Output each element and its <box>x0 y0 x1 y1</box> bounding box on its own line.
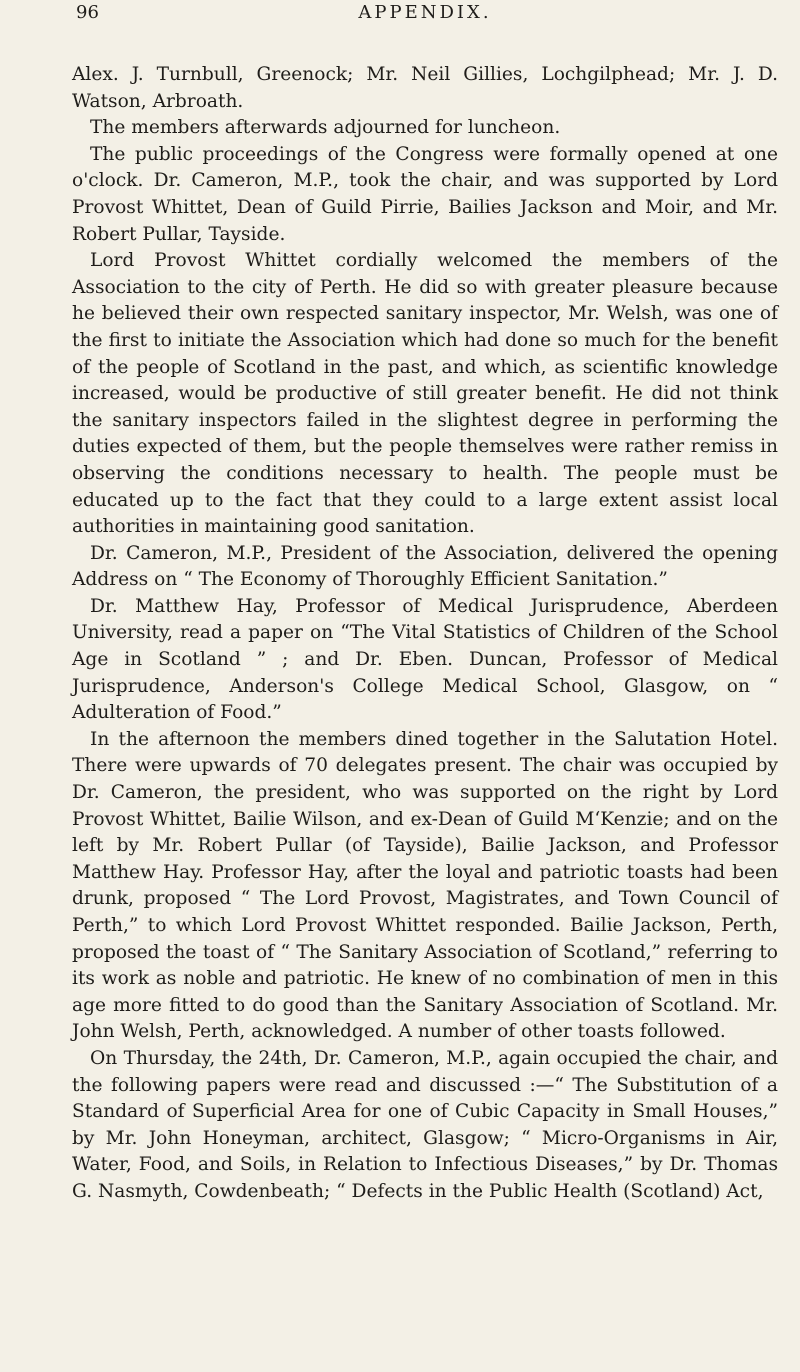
paragraph-welcome: Lord Provost Whittet cordially welcomed the members of the Association to the city of Perth. He did so with greater pleasure because he believed their own respected sanitary inspector, Mr. Welsh, was one of the first to initiate the Association which had done so much for the benefit of the people of Scotland in the past, and which, as scientific knowledge increased, would be productive of still greater benefit. He did not think the sanitary inspectors failed in the slightest degree in performing the duties expected of them, but the people themselves were rather remiss in observing the conditions necessary to health. The people must be educated up to the fact that they could to a large extent assist local authorities in maintaining good sanitation. <box>72 250 778 538</box>
body-text <box>72 62 778 1206</box>
paragraph-address: Dr. Cameron, M.P., President of the Association, delivered the opening Address on “ The Economy of Thoroughly Efficient Sanitation.” <box>72 542 778 591</box>
paragraph-luncheon: The members afterwards adjourned for luncheon. <box>90 117 561 139</box>
paragraph-opening: The public proceedings of the Congress were formally opened at one o'clock. Dr. Cameron, M.P., took the chair, and was supported by Lord Provost Whittet, Dean of Guild Pirrie, Bailies Jackson and Moir, and Mr. Robert Pullar, Tayside. <box>72 143 778 245</box>
running-head <box>72 2 778 40</box>
book-page <box>72 2 778 1206</box>
paragraph-attendees: Alex. J. Turnbull, Greenock; Mr. Neil Gillies, Lochgilphead; Mr. J. D. Watson, Arbroath. <box>72 64 778 112</box>
paragraph-thursday: On Thursday, the 24th, Dr. Cameron, M.P., again occupied the chair, and the following papers were read and discussed :—“ The Substitution of a Standard of Superficial Area for one of Cubic Capacity in Small Houses,” by Mr. John Honeyman, architect, Glasgow; “ Micro-Organisms in Air, Water, Food, and Soils, in Relation to Infectious Diseases,” by Dr. Thomas G. Nasmyth, Cowdenbeath; “ Defects in the Public Health (Scotland) Act, <box>72 1047 778 1202</box>
running-head-title: APPENDIX. <box>358 2 492 23</box>
paragraph-dinner: In the afternoon the members dined together in the Salutation Hotel. There were upwards of 70 delegates present. The chair was occupied by Dr. Cameron, the president, who was supported on the right by Lord Provost Whittet, Bailie Wilson, and ex-Dean of Guild M‘Kenzie; and on the left by Mr. Robert Pullar (of Tayside), Bailie Jackson, and Professor Matthew Hay. Professor Hay, after the loyal and patriotic toasts had been drunk, proposed “ The Lord Provost, Magistrates, and Town Council of Perth,” to which Lord Provost Whittet responded. Bailie Jackson, Perth, proposed the toast of “ The Sanitary Association of Scotland,” referring to its work as noble and patriotic. He knew of no combination of men in this age more fitted to do good than the Sanitary Association of Scotland. Mr. John Welsh, Perth, acknowledged. A number of other toasts followed. <box>72 728 778 1043</box>
paragraph-papers: Dr. Matthew Hay, Professor of Medical Jurisprudence, Aberdeen University, read a paper on “The Vital Statistics of Children of the School Age in Scotland ” ; and Dr. Eben. Duncan, Professor of Medical Jurisprudence, Anderson's College Medical School, Glasgow, on “ Adulteration of Food.” <box>72 595 778 724</box>
page-number: 96 <box>76 2 99 23</box>
